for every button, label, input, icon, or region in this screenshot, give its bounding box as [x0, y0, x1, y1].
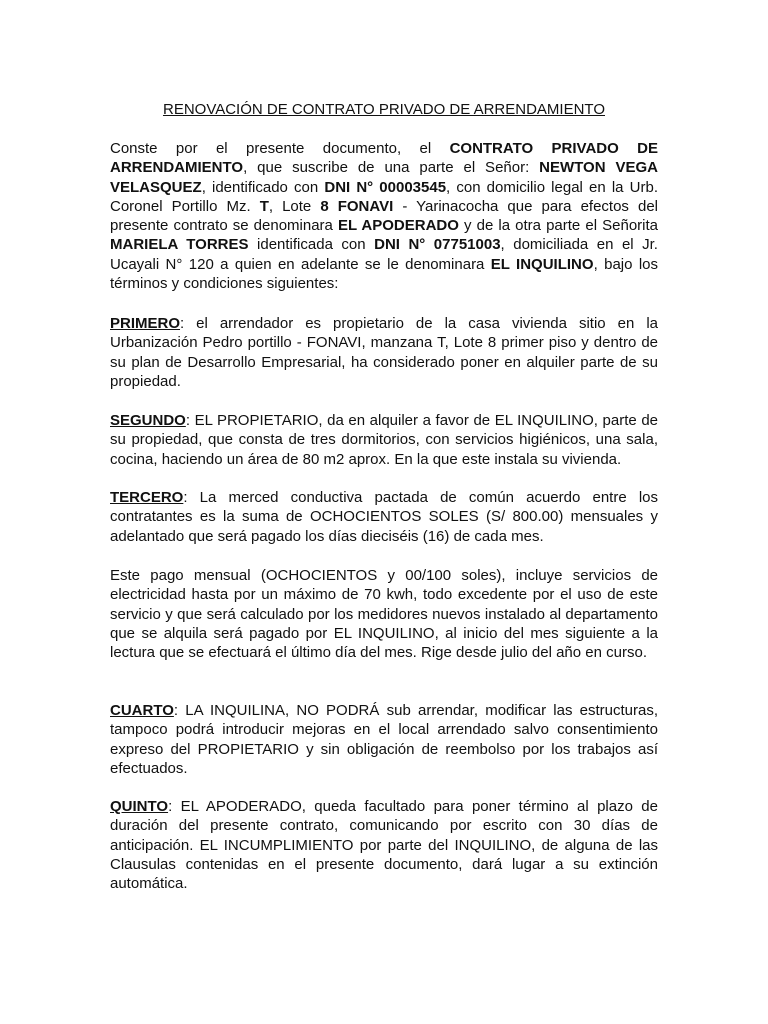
landlord-name: NEWTON VEGA VELASQUEZ [110, 159, 658, 196]
contract-name: CONTRATO PRIVADO DE ARRENDAMIENTO [110, 140, 658, 177]
clause-segundo [110, 411, 658, 469]
clause-primero-heading: PRIMERO [110, 315, 181, 332]
apoderado-label: EL APODERADO [338, 217, 459, 235]
intro-text-5: , Lote [268, 197, 321, 215]
clause-quinto-text: : EL APODERADO, queda facultado para poner término al plazo de duración del presente contrato, comunicando por escrito con 30 días de anticipación. EL INCUMPLIMIENTO por parte del INQUILINO, de alguna de las Clausulas contenidas en el presente documento, dará lugar a su extinción automática. [110, 798, 658, 893]
clause-quinto [110, 797, 658, 893]
clause-segundo-text: : EL PROPIETARIO, da en alquiler a favor de EL INQUILINO, parte de su propiedad, que consta de tres dormitorios, con servicios higiénicos, una sala, cocina, haciendo un área de 80 m2 aprox. En la que este instala su vivienda. [110, 412, 658, 468]
clause-primero [110, 314, 658, 391]
clause-tercero [110, 488, 658, 546]
clause-tercero-text: : La merced conductiva pactada de común acuerdo entre los contratantes es la suma de OCHOCIENTOS SOLES (S/ 800.00) mensuales y adelantado que será pagado los días dieciséis (16) de cada mes. [110, 489, 658, 545]
payment-paragraph: Este pago mensual (OCHOCIENTOS y 00/100 soles), incluye servicios de electricidad hasta por un máximo de 70 kwh, todo excedente por el uso de este servicio y que será calculado por los medidores nuevos instalado al departamento que se alquila será pagado por EL INQUILINO, al inicio del mes siguiente a la lectura que se efectuará el último día del mes. Rige desde julio del año en curso. [110, 567, 658, 662]
tenant-name: MARIELA TORRES [110, 236, 249, 254]
clause-cuarto-heading: CUARTO [110, 702, 174, 719]
intro-text-1: Conste por el presente documento, el [110, 140, 450, 157]
intro-paragraph [110, 139, 658, 293]
intro-text-4: , con domicilio legal en la Urb. Coronel Portillo Mz. [110, 178, 658, 215]
intro-text-9: , domiciliada en el Jr. Ucayali N° 120 a quien en adelante se le denominara [110, 236, 658, 273]
clause-quinto-heading: QUINTO [110, 798, 169, 815]
document-title: RENOVACIÓN DE CONTRATO PRIVADO DE ARRENDAMIENTO [162, 101, 605, 118]
clause-segundo-heading: SEGUNDO [110, 412, 186, 429]
lot-number: 8 FONAVI [320, 197, 394, 215]
intro-text-2: , que suscribe de una parte el Señor: [243, 159, 540, 177]
clause-tercero-heading: TERCERO [110, 489, 184, 506]
clause-cuarto [110, 701, 658, 778]
intro-text-6: - Yarinacocha que para efectos del presente contrato se denominara [110, 197, 658, 235]
intro-text-7: y de la otra parte el Señorita [458, 217, 658, 235]
intro-text-10: , bajo los términos y condiciones siguientes: [110, 255, 659, 293]
block-letter: T [259, 197, 269, 215]
intro-text-8: identificada con [248, 236, 375, 254]
inquilino-label: EL INQUILINO [490, 255, 594, 273]
clause-cuarto-text: : LA INQUILINA, NO PODRÁ sub arrendar, modificar las estructuras, tampoco podrá introducir mejoras en el local arrendado salvo consentimiento expreso del PROPIETARIO y sin obligación de reembolso por los trabajos así efectuados. [110, 702, 658, 777]
tenant-dni: DNI N° 07751003 [374, 236, 501, 254]
landlord-dni: DNI N° 00003545 [324, 178, 447, 196]
clause-primero-text: : el arrendador es propietario de la casa vivienda sitio en la Urbanización Pedro portillo - FONAVI, manzana T, Lote 8 primer piso y dentro de su plan de Desarrollo Empresarial, ha considerado poner en alquiler parte de su propiedad. [110, 315, 658, 390]
intro-text-3: , identificado con [201, 178, 325, 196]
